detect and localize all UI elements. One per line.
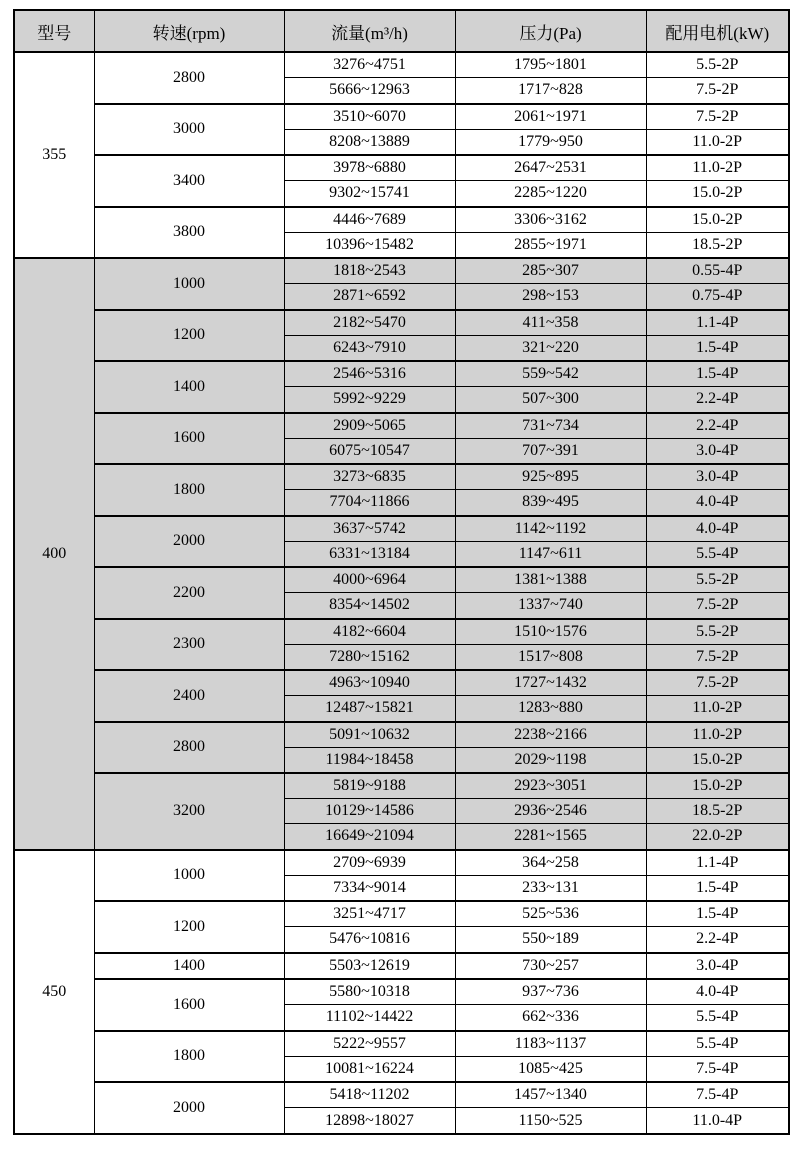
motor-cell: 7.5-2P <box>646 104 789 130</box>
table-row <box>14 1082 789 1108</box>
table-row <box>14 104 789 130</box>
pressure-cell: 839~495 <box>455 490 646 516</box>
motor-cell: 5.5-4P <box>646 1005 789 1031</box>
motor-cell: 15.0-2P <box>646 181 789 207</box>
flow-cell: 6243~7910 <box>284 335 455 361</box>
flow-cell: 4446~7689 <box>284 207 455 233</box>
pressure-cell: 550~189 <box>455 927 646 953</box>
table-row <box>14 1031 789 1057</box>
flow-cell: 2182~5470 <box>284 310 455 336</box>
flow-cell: 16649~21094 <box>284 824 455 850</box>
table-row <box>14 567 789 593</box>
table-row <box>14 722 789 748</box>
pressure-cell: 2029~1198 <box>455 747 646 773</box>
motor-cell: 3.0-4P <box>646 953 789 979</box>
table-row <box>14 901 789 927</box>
motor-cell: 11.0-2P <box>646 129 789 155</box>
motor-cell: 18.5-2P <box>646 232 789 258</box>
header-row <box>14 10 789 52</box>
flow-cell: 1818~2543 <box>284 258 455 284</box>
pressure-cell: 285~307 <box>455 258 646 284</box>
flow-cell: 5503~12619 <box>284 953 455 979</box>
pressure-cell: 233~131 <box>455 875 646 901</box>
motor-cell: 18.5-2P <box>646 799 789 824</box>
flow-cell: 5992~9229 <box>284 387 455 413</box>
pressure-cell: 2061~1971 <box>455 104 646 130</box>
table-row <box>14 413 789 439</box>
pressure-cell: 730~257 <box>455 953 646 979</box>
rpm-cell: 3400 <box>94 155 284 207</box>
pressure-cell: 364~258 <box>455 850 646 876</box>
rpm-cell: 2200 <box>94 567 284 619</box>
table-row <box>14 52 789 78</box>
rpm-cell: 1400 <box>94 361 284 413</box>
pressure-cell: 1147~611 <box>455 541 646 567</box>
table-row <box>14 310 789 336</box>
flow-cell: 3251~4717 <box>284 901 455 927</box>
rpm-cell: 1000 <box>94 258 284 310</box>
table-row <box>14 619 789 645</box>
flow-cell: 4000~6964 <box>284 567 455 593</box>
table-row <box>14 464 789 490</box>
table-row <box>14 979 789 1005</box>
motor-cell: 15.0-2P <box>646 207 789 233</box>
pressure-cell: 2238~2166 <box>455 722 646 748</box>
rpm-cell: 3000 <box>94 104 284 156</box>
pressure-cell: 1381~1388 <box>455 567 646 593</box>
flow-cell: 8208~13889 <box>284 129 455 155</box>
rpm-cell: 2000 <box>94 1082 284 1134</box>
pressure-cell: 1717~828 <box>455 78 646 104</box>
flow-cell: 3637~5742 <box>284 516 455 542</box>
pressure-cell: 2281~1565 <box>455 824 646 850</box>
motor-cell: 1.5-4P <box>646 361 789 387</box>
table-row <box>14 850 789 876</box>
rpm-cell: 2300 <box>94 619 284 671</box>
pressure-cell: 2647~2531 <box>455 155 646 181</box>
flow-cell: 7334~9014 <box>284 875 455 901</box>
motor-cell: 4.0-4P <box>646 490 789 516</box>
rpm-cell: 2000 <box>94 516 284 568</box>
motor-cell: 5.5-2P <box>646 52 789 78</box>
pressure-cell: 1779~950 <box>455 129 646 155</box>
flow-cell: 11102~14422 <box>284 1005 455 1031</box>
motor-cell: 3.0-4P <box>646 438 789 464</box>
spec-table-body <box>14 52 789 1134</box>
table-row <box>14 773 789 799</box>
pressure-cell: 2285~1220 <box>455 181 646 207</box>
rpm-cell: 1000 <box>94 850 284 902</box>
pressure-cell: 507~300 <box>455 387 646 413</box>
pressure-cell: 2855~1971 <box>455 232 646 258</box>
flow-cell: 5580~10318 <box>284 979 455 1005</box>
motor-cell: 7.5-2P <box>646 670 789 696</box>
rpm-cell: 1200 <box>94 901 284 953</box>
flow-cell: 2546~5316 <box>284 361 455 387</box>
motor-cell: 11.0-2P <box>646 155 789 181</box>
motor-cell: 7.5-2P <box>646 593 789 619</box>
table-row <box>14 670 789 696</box>
flow-cell: 3273~6835 <box>284 464 455 490</box>
motor-cell: 22.0-2P <box>646 824 789 850</box>
motor-cell: 2.2-4P <box>646 927 789 953</box>
rpm-cell: 1800 <box>94 464 284 516</box>
motor-cell: 1.5-4P <box>646 335 789 361</box>
motor-cell: 5.5-2P <box>646 567 789 593</box>
flow-cell: 6075~10547 <box>284 438 455 464</box>
header-motor: 配用电机(kW) <box>646 10 789 52</box>
table-row <box>14 207 789 233</box>
flow-cell: 10129~14586 <box>284 799 455 824</box>
header-flow: 流量(m³/h) <box>284 10 455 52</box>
pressure-cell: 559~542 <box>455 361 646 387</box>
pressure-cell: 525~536 <box>455 901 646 927</box>
table-row <box>14 361 789 387</box>
rpm-cell: 2800 <box>94 52 284 104</box>
table-row <box>14 258 789 284</box>
flow-cell: 5222~9557 <box>284 1031 455 1057</box>
pressure-cell: 298~153 <box>455 284 646 310</box>
motor-cell: 7.5-2P <box>646 78 789 104</box>
motor-cell: 1.5-4P <box>646 901 789 927</box>
model-cell: 400 <box>14 258 94 850</box>
flow-cell: 4963~10940 <box>284 670 455 696</box>
motor-cell: 7.5-4P <box>646 1082 789 1108</box>
motor-cell: 11.0-4P <box>646 1108 789 1134</box>
pressure-cell: 937~736 <box>455 979 646 1005</box>
spec-table <box>13 9 790 1135</box>
motor-cell: 0.55-4P <box>646 258 789 284</box>
flow-cell: 4182~6604 <box>284 619 455 645</box>
pressure-cell: 1142~1192 <box>455 516 646 542</box>
pressure-cell: 1337~740 <box>455 593 646 619</box>
flow-cell: 12487~15821 <box>284 696 455 722</box>
pressure-cell: 411~358 <box>455 310 646 336</box>
rpm-cell: 2400 <box>94 670 284 722</box>
model-cell: 355 <box>14 52 94 258</box>
flow-cell: 3276~4751 <box>284 52 455 78</box>
motor-cell: 4.0-4P <box>646 979 789 1005</box>
flow-cell: 2871~6592 <box>284 284 455 310</box>
rpm-cell: 2800 <box>94 722 284 774</box>
pressure-cell: 1457~1340 <box>455 1082 646 1108</box>
flow-cell: 7704~11866 <box>284 490 455 516</box>
pressure-cell: 707~391 <box>455 438 646 464</box>
flow-cell: 5819~9188 <box>284 773 455 799</box>
flow-cell: 3978~6880 <box>284 155 455 181</box>
motor-cell: 11.0-2P <box>646 722 789 748</box>
rpm-cell: 3800 <box>94 207 284 259</box>
motor-cell: 5.5-4P <box>646 1031 789 1057</box>
header-model: 型号 <box>14 10 94 52</box>
flow-cell: 10396~15482 <box>284 232 455 258</box>
rpm-cell: 3200 <box>94 773 284 850</box>
motor-cell: 2.2-4P <box>646 413 789 439</box>
motor-cell: 7.5-2P <box>646 644 789 670</box>
rpm-cell: 1600 <box>94 413 284 465</box>
flow-cell: 3510~6070 <box>284 104 455 130</box>
flow-cell: 5418~11202 <box>284 1082 455 1108</box>
motor-cell: 5.5-4P <box>646 541 789 567</box>
header-speed-rpm: 转速(rpm) <box>94 10 284 52</box>
flow-cell: 2909~5065 <box>284 413 455 439</box>
table-row <box>14 953 789 979</box>
pressure-cell: 1517~808 <box>455 644 646 670</box>
motor-cell: 1.1-4P <box>646 310 789 336</box>
rpm-cell: 1200 <box>94 310 284 362</box>
motor-cell: 2.2-4P <box>646 387 789 413</box>
flow-cell: 11984~18458 <box>284 747 455 773</box>
pressure-cell: 1727~1432 <box>455 670 646 696</box>
pressure-cell: 2936~2546 <box>455 799 646 824</box>
motor-cell: 15.0-2P <box>646 773 789 799</box>
table-row <box>14 155 789 181</box>
flow-cell: 10081~16224 <box>284 1056 455 1082</box>
header-pressure: 压力(Pa) <box>455 10 646 52</box>
motor-cell: 1.1-4P <box>646 850 789 876</box>
pressure-cell: 925~895 <box>455 464 646 490</box>
pressure-cell: 1510~1576 <box>455 619 646 645</box>
pressure-cell: 1085~425 <box>455 1056 646 1082</box>
pressure-cell: 1795~1801 <box>455 52 646 78</box>
flow-cell: 5476~10816 <box>284 927 455 953</box>
motor-cell: 15.0-2P <box>646 747 789 773</box>
pressure-cell: 1183~1137 <box>455 1031 646 1057</box>
flow-cell: 5091~10632 <box>284 722 455 748</box>
table-row <box>14 516 789 542</box>
pressure-cell: 1150~525 <box>455 1108 646 1134</box>
motor-cell: 11.0-2P <box>646 696 789 722</box>
model-cell: 450 <box>14 850 94 1134</box>
motor-cell: 1.5-4P <box>646 875 789 901</box>
rpm-cell: 1400 <box>94 953 284 979</box>
pressure-cell: 662~336 <box>455 1005 646 1031</box>
flow-cell: 8354~14502 <box>284 593 455 619</box>
flow-cell: 7280~15162 <box>284 644 455 670</box>
motor-cell: 3.0-4P <box>646 464 789 490</box>
flow-cell: 6331~13184 <box>284 541 455 567</box>
pressure-cell: 731~734 <box>455 413 646 439</box>
flow-cell: 5666~12963 <box>284 78 455 104</box>
rpm-cell: 1600 <box>94 979 284 1031</box>
pressure-cell: 1283~880 <box>455 696 646 722</box>
motor-cell: 4.0-4P <box>646 516 789 542</box>
motor-cell: 7.5-4P <box>646 1056 789 1082</box>
pressure-cell: 2923~3051 <box>455 773 646 799</box>
flow-cell: 9302~15741 <box>284 181 455 207</box>
rpm-cell: 1800 <box>94 1031 284 1083</box>
pressure-cell: 321~220 <box>455 335 646 361</box>
motor-cell: 5.5-2P <box>646 619 789 645</box>
flow-cell: 2709~6939 <box>284 850 455 876</box>
pressure-cell: 3306~3162 <box>455 207 646 233</box>
motor-cell: 0.75-4P <box>646 284 789 310</box>
flow-cell: 12898~18027 <box>284 1108 455 1134</box>
